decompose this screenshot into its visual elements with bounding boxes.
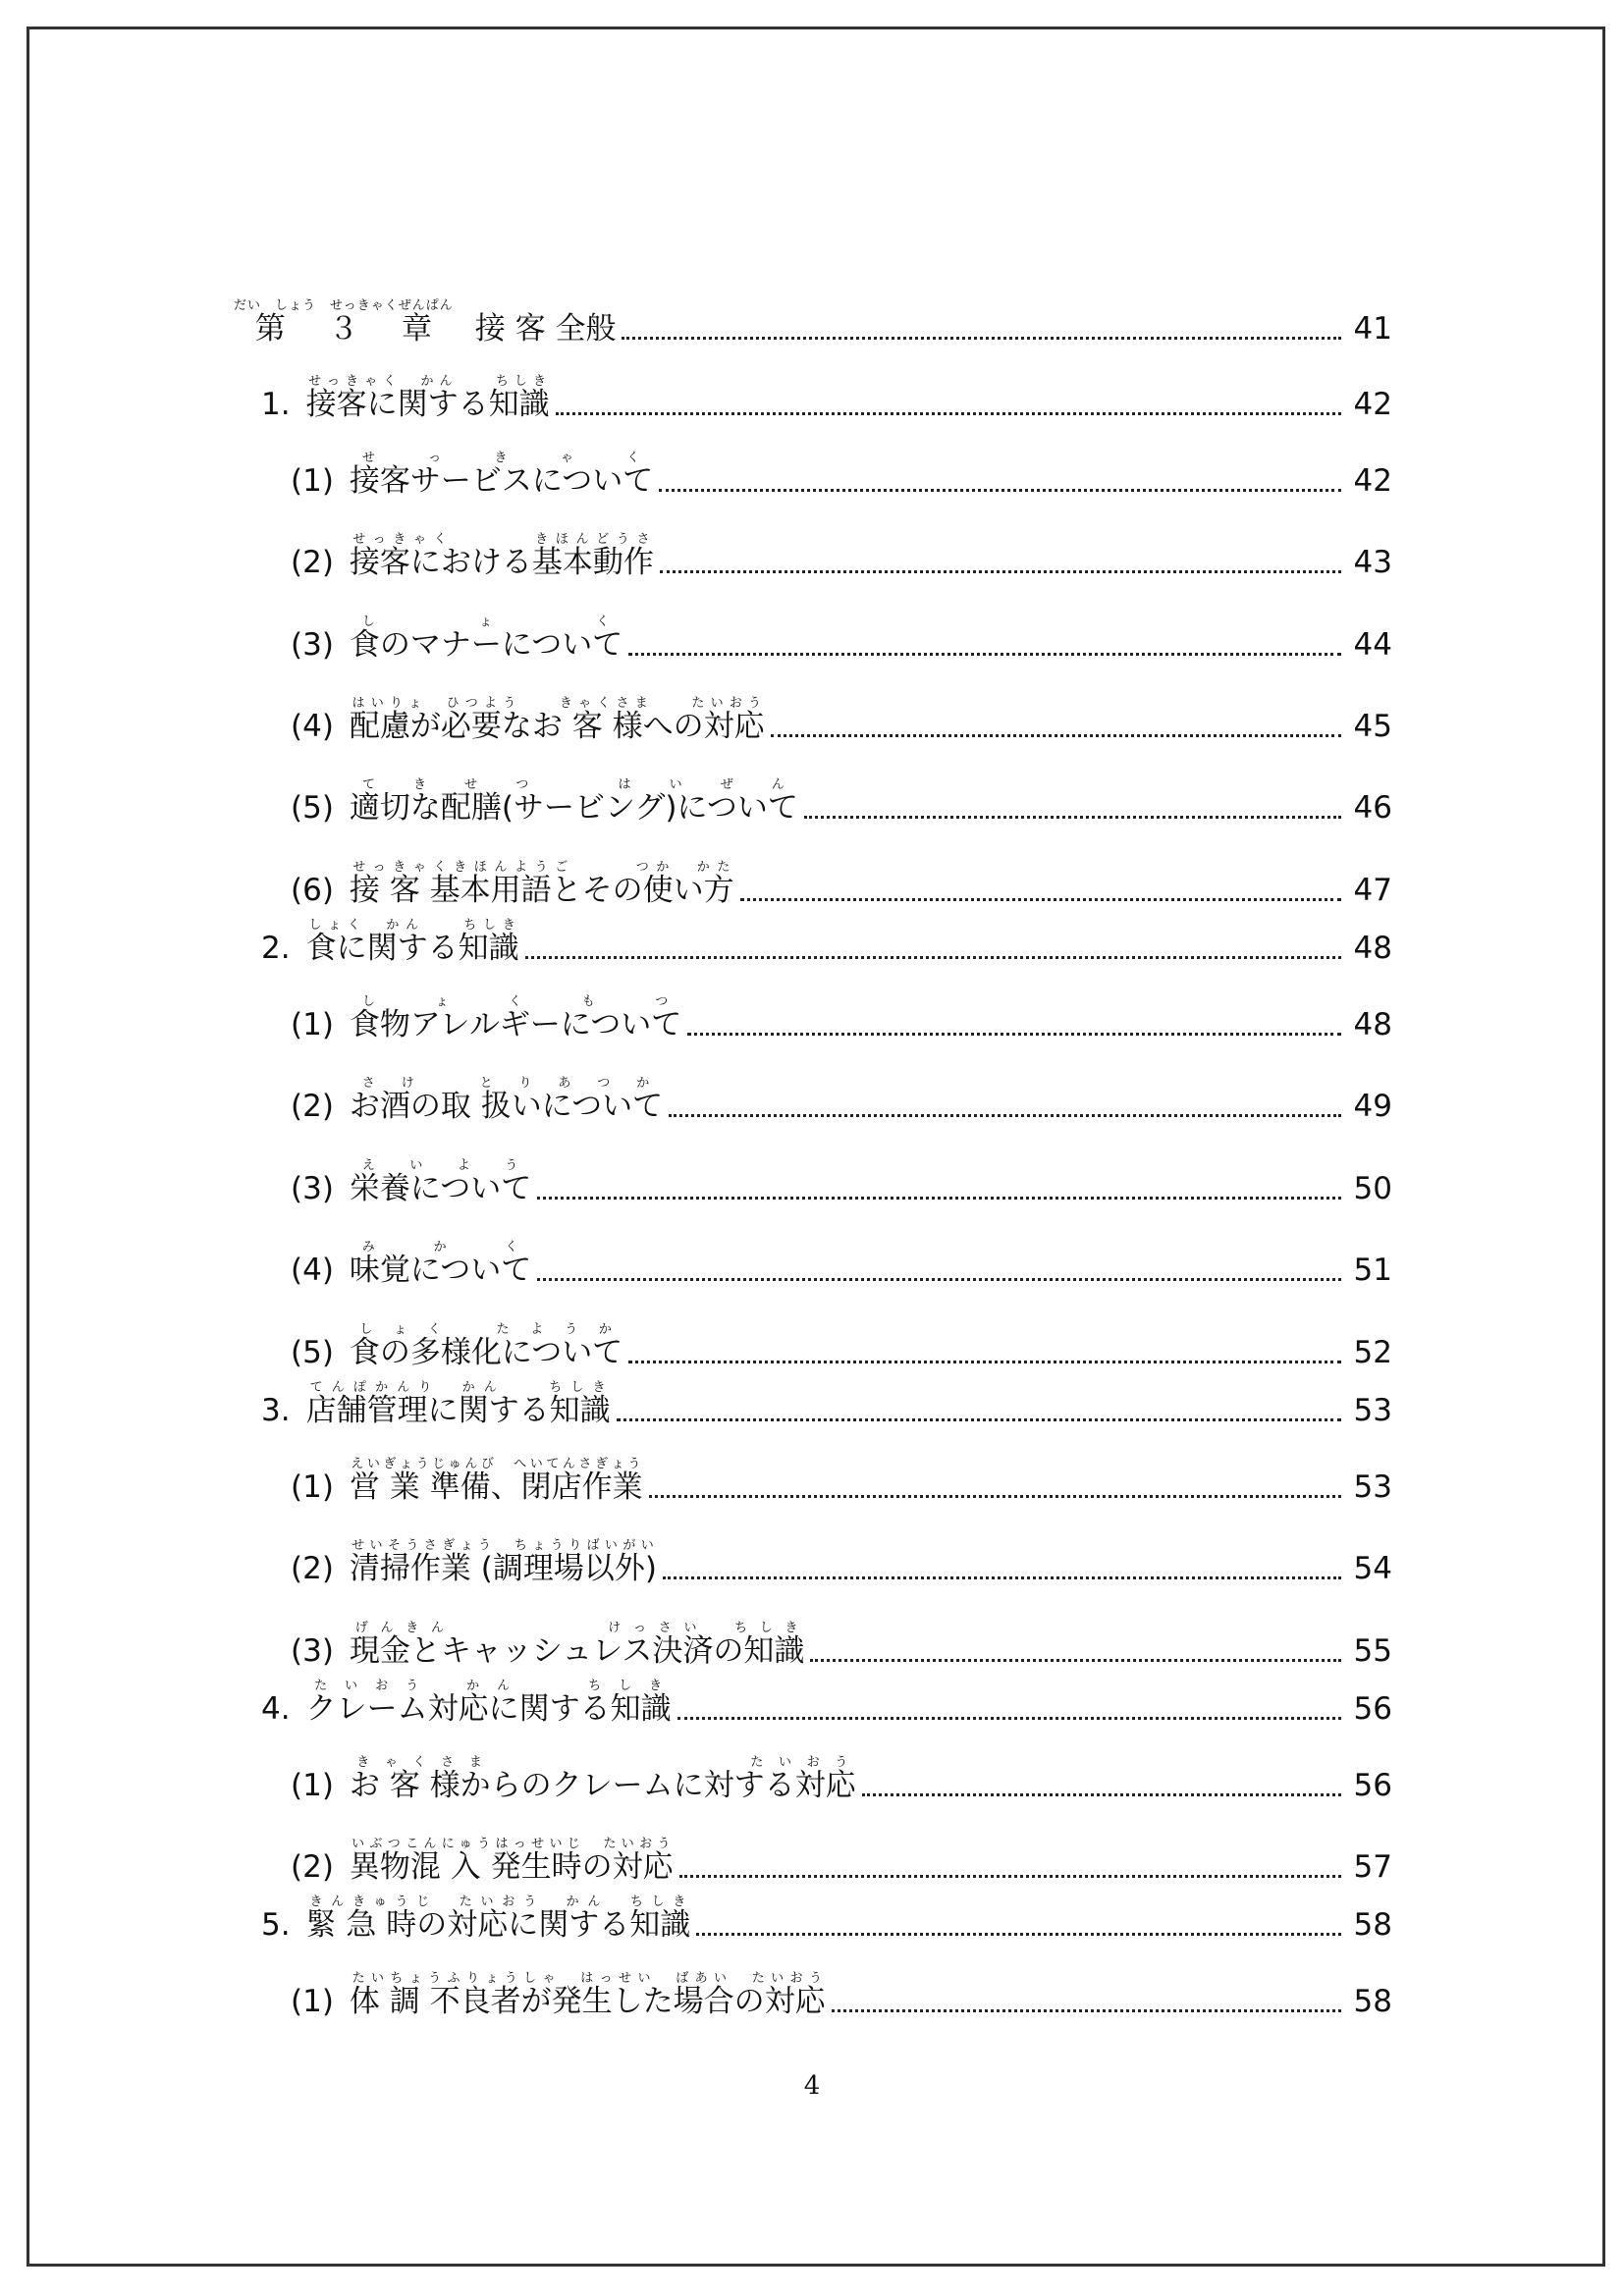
dot-leader — [622, 337, 1341, 340]
toc-chapter-row[interactable] — [234, 280, 1392, 348]
entry-page: 56 — [1353, 1768, 1392, 1803]
entry-page: 44 — [1353, 627, 1392, 663]
entry-number: (1) — [291, 463, 334, 499]
toc-entry-row[interactable] — [291, 1221, 1392, 1290]
entry-page: 43 — [1353, 545, 1392, 580]
dot-leader — [649, 1495, 1341, 1498]
dot-leader — [537, 1278, 1341, 1281]
toc-entry-row[interactable] — [261, 1660, 1392, 1729]
entry-number: (1) — [291, 1768, 334, 1803]
toc-entry-row[interactable] — [291, 759, 1392, 828]
entry-title: 味覚についてみかく — [349, 1240, 532, 1288]
toc-entry-row[interactable] — [291, 432, 1392, 501]
entry-number: (1) — [291, 1469, 334, 1505]
dot-leader — [556, 412, 1341, 415]
entry-title: 清掃作業 (調理場以外)せいそうさぎょう ちょうりばいがい — [349, 1538, 657, 1586]
entry-number: 5. — [261, 1907, 291, 1943]
entry-number: (1) — [291, 1007, 334, 1042]
entry-number: (1) — [291, 1984, 334, 2019]
entry-title: 営 業 準備、閉店作業えいぎょうじゅんび へいてんさぎょう — [349, 1457, 643, 1505]
entry-page: 42 — [1353, 387, 1392, 422]
dot-leader — [660, 570, 1341, 573]
page-number: 4 — [803, 2071, 821, 2101]
entry-number: (5) — [291, 1335, 334, 1370]
dot-leader — [804, 816, 1341, 819]
entry-title: 食の多様化についてしょく たようか — [349, 1322, 623, 1370]
toc-entry-row[interactable] — [261, 355, 1392, 424]
entry-title: お 客 様からのクレームに対する対応きゃくさま たいおう — [349, 1755, 856, 1803]
entry-number: 2. — [261, 931, 291, 966]
entry-title: 食物アレルギーについてしょくもつ — [349, 994, 682, 1042]
entry-page: 58 — [1353, 1984, 1392, 2019]
toc-entry-row[interactable] — [291, 677, 1392, 746]
toc-entry-row[interactable] — [291, 1736, 1392, 1805]
dot-leader — [862, 1793, 1341, 1796]
entry-number: 4. — [261, 1691, 291, 1727]
entry-page: 47 — [1353, 873, 1392, 908]
entry-title: 食に関する知識しょく かん ちしき — [305, 918, 519, 966]
entry-number: (2) — [291, 1849, 334, 1885]
entry-title: 接客における基本動作せっきゃく きほんどうさ — [349, 532, 654, 580]
toc-entry-row[interactable] — [291, 1438, 1392, 1507]
entry-title: 栄養についてえいよう — [349, 1158, 532, 1206]
entry-title: 適切な配膳(サービング)についててきせつ はいぜん — [349, 777, 798, 826]
entry-page: 57 — [1353, 1849, 1392, 1885]
dot-leader — [696, 1933, 1341, 1936]
dot-leader — [537, 1197, 1341, 1200]
entry-page: 55 — [1353, 1633, 1392, 1669]
entry-title: 異物混 入 発生時の対応いぶつこんにゅうはっせいじ たいおう — [349, 1837, 674, 1885]
entry-number: (5) — [291, 790, 334, 826]
entry-title: 体 調 不良者が発生した場合の対応たいちょうふりょうしゃ はっせい ばあい たいおう — [349, 1971, 826, 2019]
entry-page: 48 — [1353, 931, 1392, 966]
toc-entry-row[interactable] — [291, 1057, 1392, 1126]
entry-page: 50 — [1353, 1171, 1392, 1206]
entry-number: (2) — [291, 1551, 334, 1586]
toc-entry-row[interactable] — [261, 1876, 1392, 1945]
entry-number: (6) — [291, 873, 334, 908]
entry-page: 42 — [1353, 463, 1392, 499]
toc-entry-row[interactable] — [291, 1140, 1392, 1208]
entry-number: (4) — [291, 709, 334, 744]
dot-leader — [659, 489, 1341, 492]
entry-number: 3. — [261, 1393, 291, 1428]
entry-number: (4) — [291, 1253, 334, 1288]
entry-page: 49 — [1353, 1089, 1392, 1124]
entry-page: 48 — [1353, 1007, 1392, 1042]
entry-number: (2) — [291, 545, 334, 580]
entry-page: 58 — [1353, 1907, 1392, 1943]
toc-entry-row[interactable] — [261, 899, 1392, 968]
dot-leader — [669, 1114, 1341, 1117]
entry-title: 接客に関する知識せっきゃく かん ちしき — [305, 374, 550, 422]
entry-page: 52 — [1353, 1335, 1392, 1370]
toc-entry-row[interactable] — [291, 1520, 1392, 1588]
dot-leader — [687, 1033, 1341, 1036]
entry-page: 46 — [1353, 790, 1392, 826]
entry-page: 53 — [1353, 1469, 1392, 1505]
dot-leader — [677, 1717, 1341, 1720]
entry-title: 接 客 基本用語とその使い方せっきゃくきほんようご つか かた — [349, 860, 734, 908]
entry-number: (3) — [291, 1633, 334, 1669]
entry-title: 接客サービスについてせっきゃく — [349, 451, 654, 499]
entry-page: 51 — [1353, 1253, 1392, 1288]
entry-number: (3) — [291, 1171, 334, 1206]
entry-title: 配慮が必要なお 客 様への対応はいりょ ひつよう きゃくさま たいおう — [349, 696, 765, 744]
entry-title: 現金とキャッシュレス決済の知識げんきん けっさい ちしき — [349, 1621, 805, 1669]
entry-title: お酒の取 扱いについてさけ とりあつか — [349, 1076, 664, 1124]
entry-page: 53 — [1353, 1393, 1392, 1428]
entry-title: 緊 急 時の対応に関する知識きんきゅうじ たいおう かん ちしき — [305, 1895, 691, 1943]
toc-entry-row[interactable] — [261, 1362, 1392, 1430]
toc-entry-row[interactable] — [291, 596, 1392, 665]
chapter-title: 接 客 全般 — [474, 311, 617, 347]
entry-page: 56 — [1353, 1691, 1392, 1727]
entry-number: (3) — [291, 627, 334, 663]
entry-title: 店舗管理に関する知識てんぽかんり かん ちしき — [305, 1380, 611, 1428]
entry-page: 45 — [1353, 709, 1392, 744]
dot-leader — [525, 956, 1341, 959]
dot-leader — [832, 2009, 1341, 2012]
dot-leader — [617, 1418, 1341, 1421]
dot-leader — [628, 653, 1341, 656]
entry-number: (2) — [291, 1089, 334, 1124]
entry-number: 1. — [261, 387, 291, 422]
chapter-number: 第３章だい しょう せっきゃくぜんぱん — [234, 298, 454, 347]
toc-entry-row[interactable] — [291, 976, 1392, 1044]
entry-page: 54 — [1353, 1551, 1392, 1586]
chapter-page: 41 — [1353, 311, 1392, 347]
dot-leader — [771, 734, 1341, 737]
entry-title: クレーム対応に関する知識たいおう かん ちしき — [305, 1679, 672, 1727]
entry-title: 食のマナーについてしょく — [349, 614, 623, 663]
dot-leader — [663, 1576, 1341, 1579]
toc-entry-row[interactable] — [291, 1952, 1392, 2021]
toc-entry-row[interactable] — [291, 513, 1392, 582]
